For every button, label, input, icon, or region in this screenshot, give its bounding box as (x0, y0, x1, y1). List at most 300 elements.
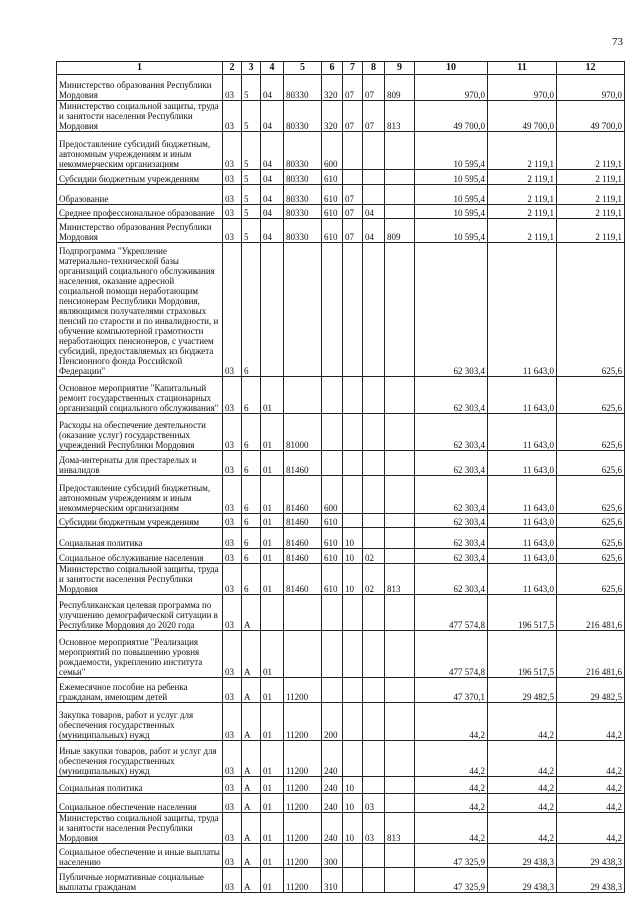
section-code: 07 (343, 205, 363, 219)
ministry-code (385, 549, 415, 564)
table-row (57, 219, 625, 243)
section-code (343, 243, 363, 377)
expense-type-code (322, 631, 343, 678)
amount-col10: 62 303,4 (415, 414, 488, 451)
direction-code: 80330 (284, 101, 322, 132)
kvr-code: 03 (223, 777, 242, 794)
subprogram-code: А (242, 794, 261, 813)
section-code (343, 703, 363, 741)
section-code (343, 741, 363, 777)
direction-code: 80330 (284, 132, 322, 170)
event-code: 01 (261, 528, 284, 549)
table-body (57, 75, 625, 893)
amount-col12: 625,6 (557, 528, 625, 549)
amount-col11: 11 643,0 (488, 549, 557, 564)
event-code: 01 (261, 631, 284, 678)
subsection-code (363, 476, 385, 514)
event-code: 01 (261, 549, 284, 564)
amount-col10: 62 303,4 (415, 549, 488, 564)
subsection-code: 07 (363, 75, 385, 101)
row-name: Социальное обслуживание населения (57, 549, 223, 564)
amount-col12: 625,6 (557, 451, 625, 476)
expense-type-code: 200 (322, 703, 343, 741)
expense-type-code: 240 (322, 794, 343, 813)
amount-col10: 10 595,4 (415, 185, 488, 205)
table-row (57, 132, 625, 170)
amount-col10: 47 325,9 (415, 844, 488, 868)
amount-col12: 29 438,3 (557, 844, 625, 868)
ministry-code: 813 (385, 813, 415, 844)
amount-col11: 11 643,0 (488, 243, 557, 377)
ministry-code (385, 844, 415, 868)
row-name: Субсидии бюджетным учреждениям (57, 514, 223, 528)
row-name: Основное мероприятие "Реализация мероприятий по повышению уровня рождаемости, укреплению института семьи" (57, 631, 223, 678)
direction-code: 81460 (284, 528, 322, 549)
amount-col10: 62 303,4 (415, 377, 488, 414)
kvr-code: 03 (223, 868, 242, 893)
expense-type-code (322, 377, 343, 414)
amount-col10: 62 303,4 (415, 564, 488, 595)
table-row (57, 451, 625, 476)
subsection-code (363, 170, 385, 185)
subprogram-code: 5 (242, 205, 261, 219)
amount-col11: 44,2 (488, 794, 557, 813)
amount-col12: 625,6 (557, 476, 625, 514)
kvr-code: 03 (223, 514, 242, 528)
section-code: 10 (343, 564, 363, 595)
table-row (57, 243, 625, 377)
subsection-code (363, 132, 385, 170)
subprogram-code: 6 (242, 549, 261, 564)
event-code: 01 (261, 514, 284, 528)
section-code (343, 678, 363, 703)
event-code: 01 (261, 377, 284, 414)
subprogram-code: 6 (242, 243, 261, 377)
amount-col11: 2 119,1 (488, 170, 557, 185)
direction-code: 80330 (284, 75, 322, 101)
event-code: 01 (261, 777, 284, 794)
event-code: 04 (261, 205, 284, 219)
amount-col11: 11 643,0 (488, 414, 557, 451)
ministry-code (385, 777, 415, 794)
subprogram-code: А (242, 813, 261, 844)
col-header: 2 (223, 62, 242, 75)
col-header: 6 (322, 62, 343, 75)
section-code (343, 868, 363, 893)
page-number: 73 (612, 36, 623, 48)
row-name: Закупка товаров, работ и услуг для обеспечения государственных (муниципальных) нужд (57, 703, 223, 741)
amount-col12: 2 119,1 (557, 185, 625, 205)
direction-code: 11200 (284, 678, 322, 703)
expense-type-code (322, 678, 343, 703)
table-row (57, 170, 625, 185)
subprogram-code: 6 (242, 414, 261, 451)
amount-col11: 29 438,3 (488, 868, 557, 893)
amount-col10: 10 595,4 (415, 132, 488, 170)
direction-code: 80330 (284, 170, 322, 185)
expense-type-code: 600 (322, 132, 343, 170)
expense-type-code (322, 451, 343, 476)
ministry-code: 813 (385, 564, 415, 595)
direction-code: 81000 (284, 414, 322, 451)
event-code: 01 (261, 794, 284, 813)
amount-col12: 44,2 (557, 794, 625, 813)
expense-type-code: 600 (322, 476, 343, 514)
amount-col10: 44,2 (415, 777, 488, 794)
section-code: 07 (343, 219, 363, 243)
section-code (343, 170, 363, 185)
kvr-code: 03 (223, 528, 242, 549)
budget-table (56, 61, 625, 893)
amount-col11: 196 517,5 (488, 595, 557, 631)
table-row (57, 868, 625, 893)
subprogram-code: А (242, 678, 261, 703)
expense-type-code: 610 (322, 185, 343, 205)
row-name: Социальная политика (57, 777, 223, 794)
event-code: 01 (261, 703, 284, 741)
amount-col11: 2 119,1 (488, 132, 557, 170)
expense-type-code: 320 (322, 75, 343, 101)
expense-type-code: 240 (322, 813, 343, 844)
amount-col12: 625,6 (557, 514, 625, 528)
row-name: Республиканская целевая программа по улучшению демографической ситуации в Республике Мордовия до 2020 года (57, 595, 223, 631)
subprogram-code: А (242, 631, 261, 678)
event-code: 01 (261, 741, 284, 777)
table-row (57, 564, 625, 595)
subsection-code (363, 377, 385, 414)
amount-col12: 625,6 (557, 243, 625, 377)
section-code (343, 631, 363, 678)
direction-code (284, 377, 322, 414)
ministry-code (385, 377, 415, 414)
amount-col12: 625,6 (557, 564, 625, 595)
amount-col11: 44,2 (488, 741, 557, 777)
subprogram-code: 5 (242, 219, 261, 243)
kvr-code: 03 (223, 132, 242, 170)
amount-col12: 2 119,1 (557, 219, 625, 243)
subprogram-code: 6 (242, 476, 261, 514)
subprogram-code: 5 (242, 132, 261, 170)
table-row (57, 631, 625, 678)
table-row (57, 101, 625, 132)
amount-col12: 970,0 (557, 75, 625, 101)
kvr-code: 03 (223, 75, 242, 101)
table-row (57, 476, 625, 514)
section-code: 10 (343, 777, 363, 794)
amount-col10: 10 595,4 (415, 219, 488, 243)
table-row (57, 528, 625, 549)
subsection-code (363, 414, 385, 451)
row-name: Предоставление субсидий бюджетным, автономным учреждениям и иным некоммерческим организациям (57, 132, 223, 170)
section-code (343, 132, 363, 170)
amount-col12: 44,2 (557, 777, 625, 794)
direction-code: 11200 (284, 868, 322, 893)
row-name: Подпрограмма "Укрепление материально-технической базы организаций социального обслуживания населения, оказание адресной социальной помощи неработающим пенсионерам Республики Мордовия, являющимся получателями страховых пенсий по старости и по инвалидности, и обучение компьютерной грамотности неработающих пенсионеров, с участием субсидий, предоставляемых из бюджета Пенсионного фонда Российской Федерации" (57, 243, 223, 377)
kvr-code: 03 (223, 741, 242, 777)
section-code: 10 (343, 528, 363, 549)
row-name: Публичные нормативные социальные выплаты гражданам (57, 868, 223, 893)
amount-col11: 196 517,5 (488, 631, 557, 678)
table-row (57, 514, 625, 528)
amount-col11: 44,2 (488, 813, 557, 844)
table-row (57, 549, 625, 564)
col-header: 4 (261, 62, 284, 75)
subsection-code: 04 (363, 205, 385, 219)
ministry-code (385, 741, 415, 777)
row-name: Иные закупки товаров, работ и услуг для обеспечения государственных (муниципальных) нужд (57, 741, 223, 777)
kvr-code: 03 (223, 844, 242, 868)
kvr-code: 03 (223, 703, 242, 741)
amount-col12: 2 119,1 (557, 205, 625, 219)
amount-col12: 625,6 (557, 377, 625, 414)
amount-col12: 29 482,5 (557, 678, 625, 703)
kvr-code: 03 (223, 631, 242, 678)
row-name: Министерство социальной защиты, труда и занятости населения Республики Мордовия (57, 564, 223, 595)
ministry-code (385, 476, 415, 514)
row-name: Предоставление субсидий бюджетным, автономным учреждениям и иным некоммерческим организациям (57, 476, 223, 514)
direction-code: 81460 (284, 514, 322, 528)
kvr-code: 03 (223, 595, 242, 631)
kvr-code: 03 (223, 205, 242, 219)
section-code: 07 (343, 101, 363, 132)
direction-code: 81460 (284, 564, 322, 595)
amount-col10: 477 574,8 (415, 595, 488, 631)
direction-code: 80330 (284, 219, 322, 243)
subsection-code (363, 514, 385, 528)
subsection-code (363, 678, 385, 703)
section-code (343, 595, 363, 631)
section-code: 07 (343, 75, 363, 101)
amount-col12: 216 481,6 (557, 631, 625, 678)
subsection-code (363, 631, 385, 678)
ministry-code (385, 631, 415, 678)
kvr-code: 03 (223, 170, 242, 185)
amount-col11: 44,2 (488, 703, 557, 741)
direction-code: 80330 (284, 205, 322, 219)
subprogram-code: 6 (242, 451, 261, 476)
table-row (57, 75, 625, 101)
ministry-code (385, 703, 415, 741)
amount-col12: 216 481,6 (557, 595, 625, 631)
amount-col10: 44,2 (415, 794, 488, 813)
subsection-code: 03 (363, 813, 385, 844)
amount-col11: 11 643,0 (488, 476, 557, 514)
amount-col11: 44,2 (488, 777, 557, 794)
event-code (261, 595, 284, 631)
direction-code (284, 631, 322, 678)
col-header: 1 (57, 62, 223, 75)
row-name: Основное мероприятие "Капитальный ремонт государственных стационарных организаций социального обслуживания" (57, 377, 223, 414)
direction-code: 81460 (284, 549, 322, 564)
subsection-code (363, 741, 385, 777)
table-row (57, 813, 625, 844)
subprogram-code: 6 (242, 564, 261, 595)
event-code: 01 (261, 476, 284, 514)
row-name: Ежемесячное пособие на ребенка гражданам, имеющим детей (57, 678, 223, 703)
subsection-code: 04 (363, 219, 385, 243)
expense-type-code: 300 (322, 844, 343, 868)
kvr-code: 03 (223, 564, 242, 595)
kvr-code: 03 (223, 678, 242, 703)
subsection-code (363, 595, 385, 631)
col-header: 7 (343, 62, 363, 75)
col-header: 11 (488, 62, 557, 75)
amount-col11: 11 643,0 (488, 528, 557, 549)
ministry-code (385, 205, 415, 219)
section-code: 07 (343, 185, 363, 205)
amount-col11: 11 643,0 (488, 451, 557, 476)
kvr-code: 03 (223, 414, 242, 451)
event-code: 01 (261, 844, 284, 868)
expense-type-code (322, 243, 343, 377)
kvr-code: 03 (223, 185, 242, 205)
amount-col10: 62 303,4 (415, 514, 488, 528)
table-row (57, 777, 625, 794)
ministry-code (385, 243, 415, 377)
kvr-code: 03 (223, 794, 242, 813)
ministry-code (385, 185, 415, 205)
amount-col10: 44,2 (415, 703, 488, 741)
amount-col10: 477 574,8 (415, 631, 488, 678)
kvr-code: 03 (223, 813, 242, 844)
subprogram-code: А (242, 777, 261, 794)
amount-col11: 2 119,1 (488, 219, 557, 243)
ministry-code: 809 (385, 219, 415, 243)
event-code: 01 (261, 678, 284, 703)
ministry-code: 809 (385, 75, 415, 101)
section-code (343, 451, 363, 476)
amount-col10: 47 370,1 (415, 678, 488, 703)
col-header: 12 (557, 62, 625, 75)
kvr-code: 03 (223, 476, 242, 514)
direction-code: 11200 (284, 813, 322, 844)
subprogram-code: 6 (242, 528, 261, 549)
expense-type-code (322, 595, 343, 631)
subsection-code (363, 777, 385, 794)
subsection-code: 02 (363, 549, 385, 564)
expense-type-code: 240 (322, 777, 343, 794)
ministry-code (385, 595, 415, 631)
col-header: 5 (284, 62, 322, 75)
event-code: 01 (261, 414, 284, 451)
expense-type-code: 610 (322, 564, 343, 595)
expense-type-code: 320 (322, 101, 343, 132)
event-code: 04 (261, 101, 284, 132)
direction-code: 11200 (284, 777, 322, 794)
amount-col12: 29 438,3 (557, 868, 625, 893)
row-name: Министерство социальной защиты, труда и занятости населения Республики Мордовия (57, 101, 223, 132)
row-name: Образование (57, 185, 223, 205)
direction-code: 11200 (284, 741, 322, 777)
amount-col10: 970,0 (415, 75, 488, 101)
row-name: Министерство образования Республики Мордовия (57, 219, 223, 243)
subprogram-code: А (242, 595, 261, 631)
amount-col12: 44,2 (557, 703, 625, 741)
section-code: 10 (343, 549, 363, 564)
direction-code: 81460 (284, 451, 322, 476)
subprogram-code: 6 (242, 514, 261, 528)
amount-col10: 62 303,4 (415, 451, 488, 476)
kvr-code: 03 (223, 219, 242, 243)
event-code (261, 243, 284, 377)
subsection-code (363, 451, 385, 476)
row-name: Министерство образования Республики Мордовия (57, 75, 223, 101)
ministry-code (385, 528, 415, 549)
row-name: Социальное обеспечение населения (57, 794, 223, 813)
amount-col11: 11 643,0 (488, 564, 557, 595)
subsection-code (363, 243, 385, 377)
direction-code: 11200 (284, 703, 322, 741)
amount-col10: 62 303,4 (415, 243, 488, 377)
amount-col11: 49 700,0 (488, 101, 557, 132)
table-row (57, 844, 625, 868)
row-name: Субсидии бюджетным учреждениям (57, 170, 223, 185)
amount-col12: 2 119,1 (557, 170, 625, 185)
expense-type-code: 240 (322, 741, 343, 777)
kvr-code: 03 (223, 101, 242, 132)
subprogram-code: А (242, 703, 261, 741)
amount-col12: 625,6 (557, 414, 625, 451)
table-row (57, 377, 625, 414)
subprogram-code: А (242, 741, 261, 777)
ministry-code (385, 514, 415, 528)
subprogram-code: 5 (242, 75, 261, 101)
event-code: 04 (261, 132, 284, 170)
row-name: Расходы на обеспечение деятельности (оказание услуг) государственных учреждений Республики Мордовия (57, 414, 223, 451)
event-code: 04 (261, 219, 284, 243)
subprogram-code: 5 (242, 170, 261, 185)
amount-col11: 2 119,1 (488, 205, 557, 219)
table-row (57, 205, 625, 219)
col-header: 8 (363, 62, 385, 75)
expense-type-code: 610 (322, 549, 343, 564)
amount-col11: 970,0 (488, 75, 557, 101)
amount-col11: 29 438,3 (488, 844, 557, 868)
direction-code: 80330 (284, 185, 322, 205)
amount-col11: 11 643,0 (488, 514, 557, 528)
subprogram-code: А (242, 844, 261, 868)
direction-code (284, 243, 322, 377)
subsection-code: 07 (363, 101, 385, 132)
kvr-code: 03 (223, 451, 242, 476)
direction-code: 11200 (284, 844, 322, 868)
amount-col10: 44,2 (415, 813, 488, 844)
amount-col12: 44,2 (557, 813, 625, 844)
amount-col12: 49 700,0 (557, 101, 625, 132)
ministry-code (385, 170, 415, 185)
section-code (343, 377, 363, 414)
kvr-code: 03 (223, 377, 242, 414)
section-code (343, 514, 363, 528)
table-row (57, 185, 625, 205)
expense-type-code: 610 (322, 170, 343, 185)
table-row (57, 794, 625, 813)
event-code: 01 (261, 451, 284, 476)
event-code: 04 (261, 185, 284, 205)
expense-type-code: 610 (322, 514, 343, 528)
table-row (57, 741, 625, 777)
event-code: 01 (261, 564, 284, 595)
expense-type-code: 610 (322, 219, 343, 243)
section-code (343, 844, 363, 868)
expense-type-code: 610 (322, 528, 343, 549)
kvr-code: 03 (223, 243, 242, 377)
row-name: Социальная политика (57, 528, 223, 549)
subprogram-code: 5 (242, 101, 261, 132)
amount-col11: 2 119,1 (488, 185, 557, 205)
amount-col10: 62 303,4 (415, 476, 488, 514)
amount-col12: 625,6 (557, 549, 625, 564)
